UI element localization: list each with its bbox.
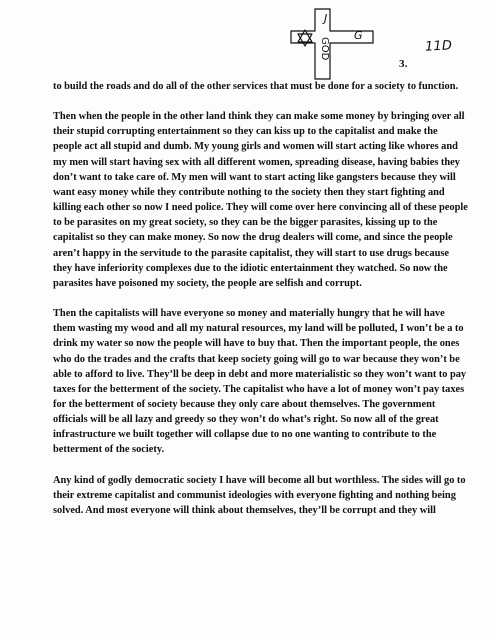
paragraph-4: Any kind of godly democratic society I have will become all but worthless. The sides will go to their extreme capitalist and communist ideologies with everyone fighting and nothing being solved. And most everyone will think about themselves, they’ll be corrupt and they will [53,474,466,516]
handwritten-page-mark: 11D [424,38,453,55]
document-body [53,79,468,518]
paragraph-2: Then when the people in the other land think they can make some money by bringing over all their stupid corrupting entertainment so they can kiss up to the capitalist and make the people act all stupid and dumb. My young girls and women will start acting like whores and my men will start having sex with all different women, spreading disease, having babies they don’t want to take care of. My men will want to start acting like gangsters because they will want easy money while they contribute nothing to the society then they start fighting and killing each other so now I need police. They will come over here convincing all of these people to be parasites on my great society, so they can be the bigger parasites, kissing up to the capitalist so they can make money. So now the drug dealers will come, and since the people aren’t happy in the servitude to the parasite capitalist, they will start to use drugs because they have inferiority complexes due to the idiotic entertainment they watched. So now the parasites have poisoned my society, the people are selfish and corrupt. [53,111,468,289]
paragraph-1: to build the roads and do all of the other services that must be done for a society to function. [53,81,459,92]
page-header [0,0,495,78]
hand-drawn-cross-icon [290,8,374,80]
page-number: 3. [399,58,408,70]
cross-right-letter: G [354,29,363,42]
cross-center-text: GOD [319,37,330,61]
paragraph-3: Then the capitalists will have everyone so money and materially hungry that he will have them wasting my wood and all my natural resources, my land will be polluted, I won’t be a to drink my water so now the people will have to buy that. Then the important people, the ones who do the trades and the crafts that keep society going will go to war because they won’t be able to afford to live. They’ll be deep in debt and more materialistic so they won’t want to pay taxes for the betterment of the society. The capitalist who have a lot of money won’t pay taxes for the betterment of society because they only care about themselves. The government officials will be all lazy and greedy so they won’t do what’s right. So now all of the great infrastructure we built together will collapse due to no one wanting to contribute to the betterment of the society. [53,308,467,456]
cross-top-letter: J [324,12,328,25]
